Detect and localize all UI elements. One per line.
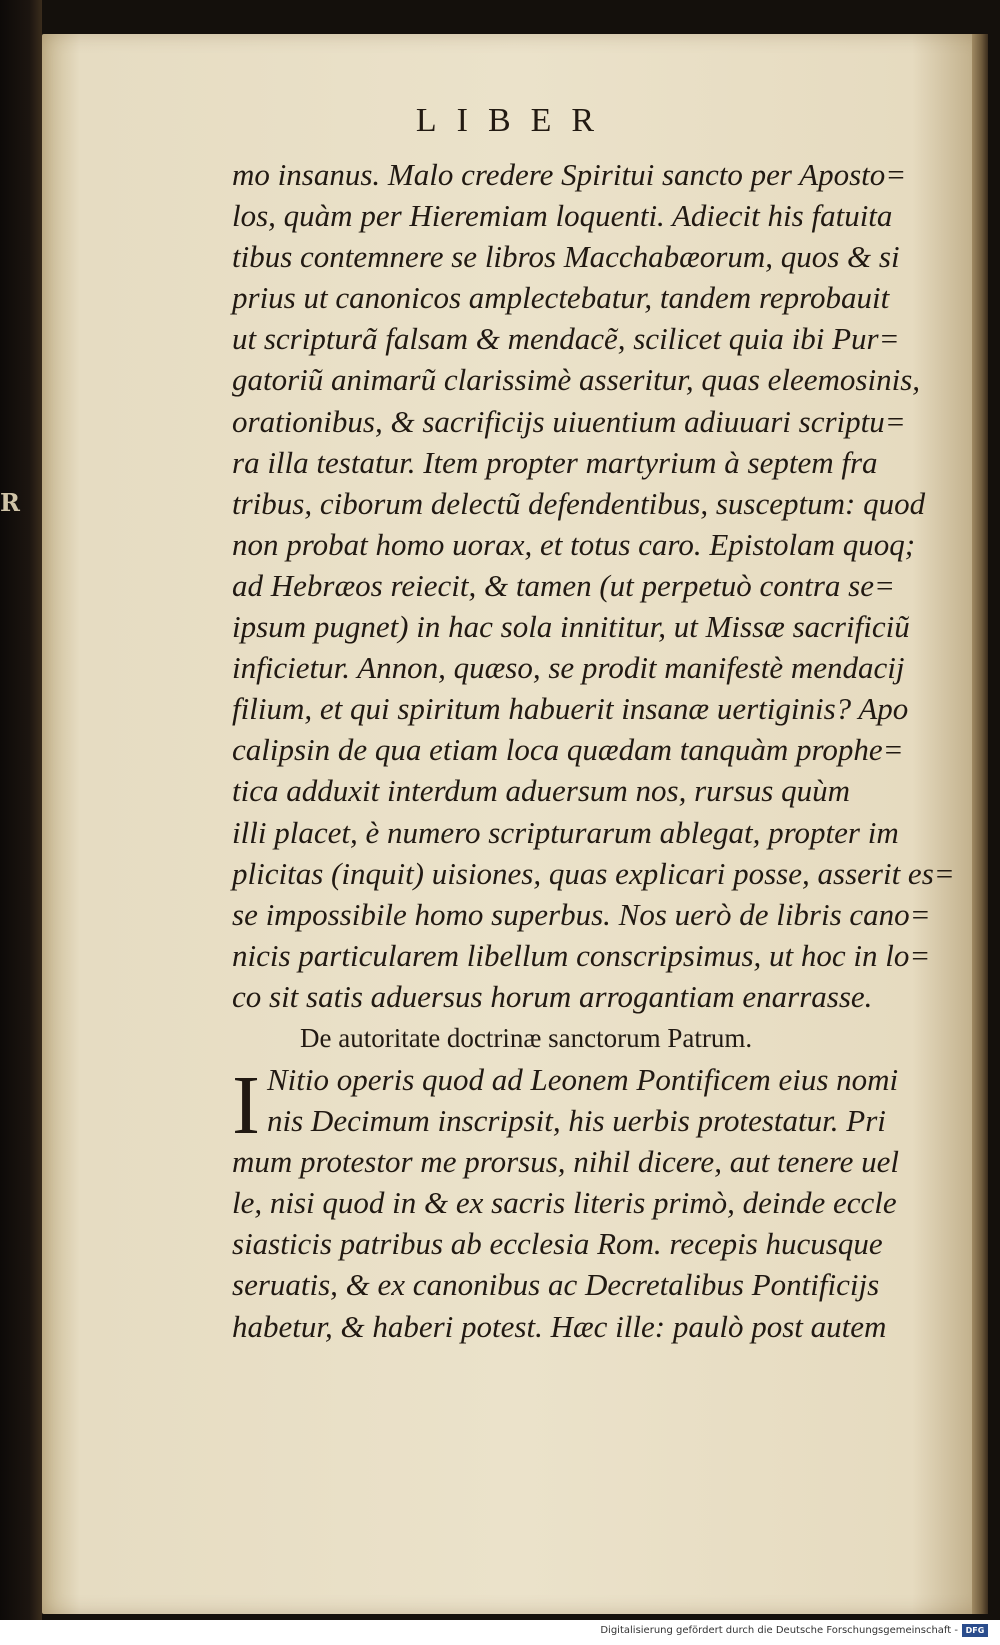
text-line: illi placet, è numero scripturarum ablegat, propter im <box>232 814 899 850</box>
text-line: filium, et qui spiritum habuerit insanæ uertiginis? Apo <box>232 691 909 727</box>
dfg-logo: DFG <box>962 1624 988 1637</box>
text-line: le, nisi quod in & ex sacris literis primò, deinde eccle <box>232 1185 897 1221</box>
text-line: plicitas (inquit) uisiones, quas explicari posse, asserit es= <box>232 855 955 891</box>
drop-cap: I <box>232 1058 260 1152</box>
text-line: non probat homo uorax, et totus caro. Epistolam quoq; <box>232 526 916 562</box>
text-line: habetur, & haberi potest. Hæc ille: paulò post autem <box>232 1308 887 1344</box>
running-head: LIBER <box>415 102 615 139</box>
text-line: ipsum pugnet) in hac sola innititur, ut Missæ sacrificiũ <box>232 609 910 645</box>
text-line: ad Hebræos reiecit, & tamen (ut perpetuò contra se= <box>232 567 895 603</box>
text-line: orationibus, & sacrificijs uiuentium adiuuari scriptu= <box>232 403 906 439</box>
text-line: mum protestor me prorsus, nihil dicere, aut tenere uel <box>232 1144 899 1180</box>
text-line: prius ut canonicos amplectebatur, tandem reprobauit <box>232 280 890 316</box>
text-line: tica adduxit interdum aduersum nos, rursus quùm <box>232 773 850 809</box>
book-page <box>42 34 988 1614</box>
text-line: calipsin de qua etiam loca quædam tanquàm prophe= <box>232 732 904 768</box>
text-line: siasticis patribus ab ecclesia Rom. recepis hucusque <box>232 1226 883 1262</box>
digitization-footer <box>0 1620 1000 1645</box>
text-line: inficietur. Annon, quæso, se prodit manifestè mendacij <box>232 650 905 686</box>
text-line: Nitio operis quod ad Leonem Pontificem eius nomi <box>267 1061 899 1097</box>
body-paragraph-2-opening <box>232 1058 937 1152</box>
text-block <box>232 154 955 1347</box>
text-line: tribus, ciborum delectũ defendentibus, susceptum: quod <box>232 485 926 521</box>
facing-page-edge <box>0 0 42 1620</box>
footer-credit: Digitalisierung gefördert durch die Deutsche Forschungsgemeinschaft - <box>600 1625 958 1636</box>
text-line: ut scripturã falsam & mendacẽ, scilicet quia ibi Pur= <box>232 321 900 357</box>
text-line: nis Decimum inscripsit, his uerbis protestatur. Pri <box>267 1103 886 1139</box>
text-line: seruatis, & ex canonibus ac Decretalibus Pontificijs <box>232 1267 880 1303</box>
facing-page-margin-letter: R <box>0 488 20 517</box>
text-line: mo insanus. Malo credere Spiritui sancto per Aposto= <box>232 157 907 192</box>
body-paragraph-1 <box>232 154 955 1017</box>
text-line: ra illa testatur. Item propter martyrium à septem fra <box>232 444 878 480</box>
page-fore-edge <box>972 34 988 1614</box>
section-heading: De autoritate doctrinæ sanctorum Patrum. <box>300 1022 753 1053</box>
text-line: se impossibile homo superbus. Nos uerò de libris cano= <box>232 896 931 932</box>
text-line: gatoriũ animarũ clarissimè asseritur, quas eleemosinis, <box>232 362 921 398</box>
text-line: los, quàm per Hieremiam loquenti. Adiecit his fatuita <box>232 198 893 234</box>
text-line: tibus contemnere se libros Macchabæorum, quos & si <box>232 239 900 275</box>
body-paragraph-2 <box>232 1141 937 1346</box>
drop-cap-lines <box>232 1059 937 1141</box>
text-line: nicis particularem libellum conscripsimus, ut hoc in lo= <box>232 937 931 973</box>
text-line: co sit satis aduersus horum arrogantiam enarrasse. <box>232 978 873 1014</box>
